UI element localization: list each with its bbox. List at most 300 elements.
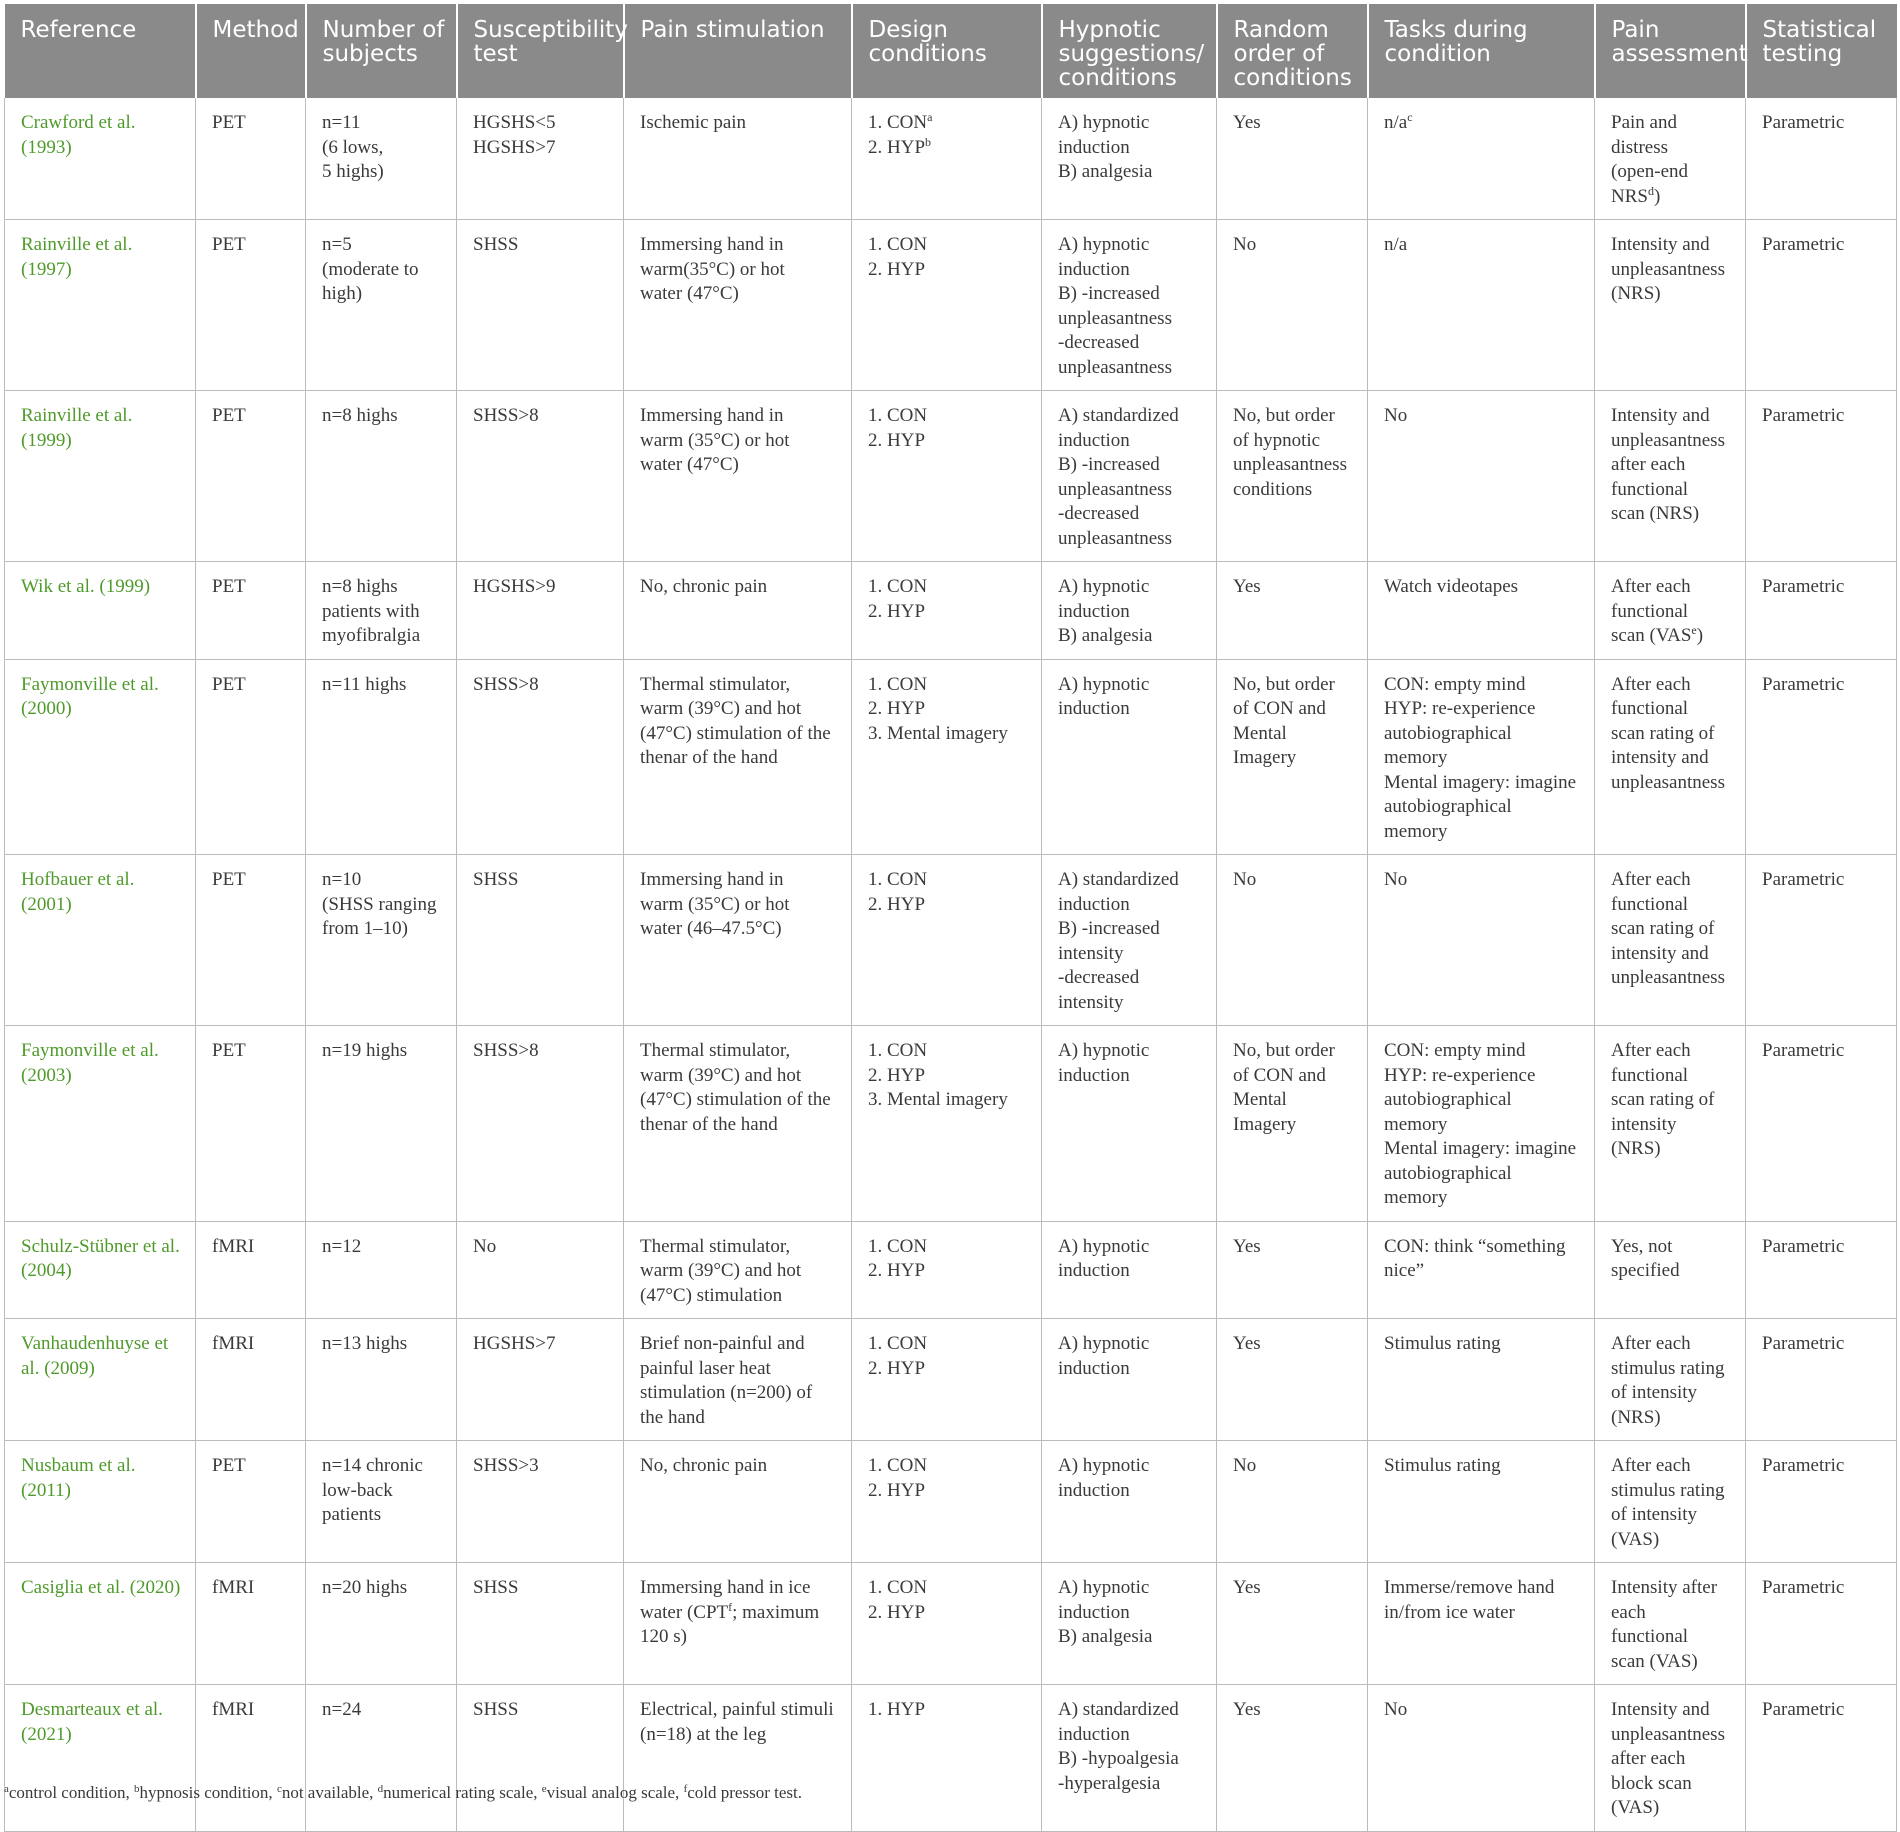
susceptibility-line: HGSHS>9 <box>473 576 556 597</box>
design-line <box>868 429 1033 454</box>
susceptibility-cell <box>457 855 624 1026</box>
assessment-line <box>1611 1039 1737 1064</box>
suggestions-line: induction <box>1058 600 1130 622</box>
footnote-marker: f <box>683 1783 688 1795</box>
header-cell <box>1217 4 1368 98</box>
stimulation-line: Thermal stimulator, <box>640 1235 791 1257</box>
assessment-line-text: intensity <box>1611 1113 1677 1135</box>
tasks-line <box>1384 673 1586 698</box>
statistical-cell <box>1746 391 1897 562</box>
assessment-line <box>1611 746 1737 771</box>
method-cell <box>196 98 306 220</box>
assessment-line-text: intensity and <box>1611 942 1709 964</box>
reference-year-link[interactable]: 1999 <box>105 576 144 597</box>
stimulation-line: (47°C) stimulation of the <box>640 722 831 744</box>
assessment-cell <box>1595 562 1746 660</box>
tasks-line <box>1384 1235 1586 1260</box>
assessment-line <box>1611 1698 1737 1723</box>
tasks-cell <box>1368 1685 1595 1832</box>
susceptibility-line: No <box>473 1235 497 1257</box>
tasks-line <box>1384 1064 1586 1089</box>
header-cell <box>1042 4 1217 98</box>
statistical-cell <box>1746 98 1897 220</box>
design-line <box>868 868 1033 893</box>
subjects-line: from 1–10) <box>322 918 409 939</box>
susceptibility-cell <box>457 220 624 391</box>
assessment-line-text: after each <box>1611 1748 1686 1769</box>
method-value: fMRI <box>212 1235 255 1257</box>
random-order-line: unpleasantness <box>1233 454 1347 475</box>
header-statistical-testing: Statistical testing <box>1762 17 1877 67</box>
reference-author: Faymonville et al. <box>21 1040 159 1061</box>
reference-year-link[interactable]: 2000 <box>27 698 66 719</box>
suggestions-line: B) -increased <box>1058 454 1160 475</box>
method-value: fMRI <box>212 1699 255 1720</box>
design-cell <box>852 98 1042 220</box>
header-design-conditions: Design conditions <box>868 17 987 67</box>
subjects-line: low-back <box>322 1479 393 1501</box>
studies-table <box>4 4 1897 1832</box>
reference-cell: Rainville et al. (1999) <box>5 391 196 562</box>
assessment-cell <box>1595 1563 1746 1685</box>
assessment-line-text: unpleasantness <box>1611 258 1725 280</box>
assessment-line <box>1611 185 1737 210</box>
subjects-line: n=19 highs <box>322 1040 408 1061</box>
stimulation-line: painful laser heat <box>640 1357 771 1379</box>
random-order-line: conditions <box>1233 478 1313 500</box>
subjects-cell <box>306 659 457 855</box>
random-order-line: of hypnotic <box>1233 429 1321 451</box>
assessment-line <box>1611 453 1737 478</box>
assessment-line <box>1611 771 1737 796</box>
stimulation-line: (47°C) stimulation of the <box>640 1089 831 1110</box>
reference-year-link[interactable]: 2003 <box>27 1064 66 1086</box>
stimulation-line: thenar of the hand <box>640 1113 778 1135</box>
assessment-cell <box>1595 1441 1746 1563</box>
header-pain-stimulation: Pain stimulation <box>640 17 825 43</box>
stimulation-cell <box>624 1221 852 1319</box>
stimulation-line: water (47°C) <box>640 454 739 475</box>
suggestions-line: -decreased <box>1058 503 1140 524</box>
assessment-line-text-after: ) <box>1653 185 1661 207</box>
susceptibility-line: SHSS <box>473 1699 519 1720</box>
stimulation-line: No, chronic pain <box>640 1455 768 1476</box>
design-line-text: 2. HYP <box>868 1064 926 1086</box>
design-line-text: 1. CON <box>868 576 928 597</box>
assessment-line-text: unpleasantness <box>1611 429 1725 451</box>
suggestions-line: A) standardized <box>1058 869 1179 890</box>
reference-author: Wik et al. <box>21 576 95 597</box>
susceptibility-cell <box>457 1441 624 1563</box>
tasks-line <box>1384 1332 1586 1357</box>
table-row <box>5 562 1897 660</box>
design-line <box>868 136 1033 161</box>
footnote-text: cold pressor test. <box>687 1783 802 1802</box>
design-line-text: 1. CON <box>868 112 928 133</box>
random-order-line: of CON and <box>1233 698 1326 719</box>
suggestions-line: induction <box>1058 429 1130 451</box>
assessment-line-text: unpleasantness <box>1611 967 1725 988</box>
stimulation-cell <box>624 98 852 220</box>
tasks-cell <box>1368 391 1595 562</box>
assessment-line <box>1611 1235 1737 1260</box>
suggestions-line: A) hypnotic <box>1058 576 1150 597</box>
suggestions-cell <box>1042 855 1217 1026</box>
subjects-cell <box>306 1319 457 1441</box>
assessment-line-text: specified <box>1611 1260 1680 1281</box>
susceptibility-line: SHSS <box>473 869 519 890</box>
reference-cell: Nusbaum et al. (2011) <box>5 1441 196 1563</box>
tasks-line <box>1384 1039 1586 1064</box>
header-reference: Reference <box>20 17 137 43</box>
reference-year-link[interactable]: 2001 <box>27 893 66 915</box>
assessment-line-text: functional <box>1611 1626 1689 1647</box>
design-line-text: 1. CON <box>868 1577 928 1598</box>
subjects-cell <box>306 1026 457 1222</box>
design-line <box>868 233 1033 258</box>
statistical-value: Parametric <box>1762 576 1845 597</box>
footnote-text: numerical rating scale, <box>383 1783 542 1802</box>
tasks-cell <box>1368 220 1595 391</box>
tasks-line-text: memory <box>1384 820 1448 842</box>
assessment-line <box>1611 1747 1737 1772</box>
assessment-line-text: unpleasantness <box>1611 1723 1725 1745</box>
reference-year-link[interactable]: 2009 <box>50 1357 89 1379</box>
suggestions-line: A) hypnotic <box>1058 1040 1150 1061</box>
random-order-cell <box>1217 1221 1368 1319</box>
design-cell <box>852 659 1042 855</box>
suggestions-line: unpleasantness <box>1058 478 1172 500</box>
tasks-line-text: HYP: re-experience <box>1384 1064 1536 1086</box>
suggestions-line: A) hypnotic <box>1058 112 1150 133</box>
tasks-cell <box>1368 1319 1595 1441</box>
method-value: PET <box>212 869 246 890</box>
assessment-cell <box>1595 1685 1746 1832</box>
statistical-value: Parametric <box>1762 1333 1845 1354</box>
random-order-line: Imagery <box>1233 1113 1297 1135</box>
suggestions-cell <box>1042 98 1217 220</box>
tasks-line-text: No <box>1384 869 1408 890</box>
assessment-line <box>1611 673 1737 698</box>
tasks-line <box>1384 1088 1586 1113</box>
reference-year-link[interactable]: 2020 <box>136 1577 175 1598</box>
header-method: Method <box>212 17 299 43</box>
suggestions-line: induction <box>1058 1064 1130 1086</box>
subjects-cell <box>306 562 457 660</box>
stimulation-cell <box>624 220 852 391</box>
tasks-line-text: Stimulus rating <box>1384 1333 1501 1354</box>
suggestions-line: A) standardized <box>1058 405 1179 426</box>
table-row <box>5 1221 1897 1319</box>
design-line-text: 2. HYP <box>868 600 926 622</box>
table-row <box>5 98 1897 220</box>
assessment-line <box>1611 282 1737 307</box>
assessment-cell <box>1595 855 1746 1026</box>
reference-cell: Desmarteaux et al. (2021) <box>5 1685 196 1832</box>
assessment-line-text: scan (VAS <box>1611 625 1692 646</box>
random-order-cell <box>1217 855 1368 1026</box>
design-line-text: 1. HYP <box>868 1699 926 1720</box>
subjects-cell <box>306 1563 457 1685</box>
header-random-order: Random order of conditions <box>1233 17 1352 91</box>
assessment-line-text: after each <box>1611 454 1686 475</box>
design-line <box>868 1357 1033 1382</box>
subjects-line: high) <box>322 283 363 304</box>
assessment-line-text: functional <box>1611 893 1689 915</box>
susceptibility-cell <box>457 1319 624 1441</box>
tasks-line-text: memory <box>1384 1113 1448 1135</box>
header-cell <box>1595 4 1746 98</box>
reference-author: Crawford et al. <box>21 112 136 133</box>
susceptibility-line: SHSS>8 <box>473 1040 539 1061</box>
table-row <box>5 1685 1897 1832</box>
suggestions-line: induction <box>1058 698 1130 719</box>
stimulation-line: warm (39°C) and hot <box>640 1064 802 1086</box>
random-order-line: No <box>1233 1455 1257 1476</box>
tasks-line-text: in/from ice water <box>1384 1601 1515 1623</box>
assessment-line <box>1611 966 1737 991</box>
table-row <box>5 1563 1897 1685</box>
random-order-line: No <box>1233 234 1257 255</box>
subjects-cell <box>306 391 457 562</box>
assessment-cell <box>1595 1319 1746 1441</box>
design-line <box>868 722 1033 747</box>
tasks-line <box>1384 1186 1586 1211</box>
stimulation-cell <box>624 855 852 1026</box>
reference-author: Rainville et al. <box>21 234 133 255</box>
table-header-row <box>5 4 1897 98</box>
reference-year-link[interactable]: 1999 <box>27 429 66 451</box>
stimulation-line: warm(35°C) or hot <box>640 258 785 280</box>
stimulation-line: the hand <box>640 1406 705 1428</box>
assessment-line-text: intensity and <box>1611 747 1709 768</box>
stimulation-cell <box>624 1319 852 1441</box>
suggestions-line: A) hypnotic <box>1058 673 1150 695</box>
stimulation-line-text: Immersing hand in ice <box>640 1577 811 1598</box>
assessment-line <box>1611 1576 1737 1601</box>
assessment-line <box>1611 502 1737 527</box>
footnote-text: control condition, <box>8 1783 135 1802</box>
stimulation-cell <box>624 1441 852 1563</box>
assessment-line-text: Intensity and <box>1611 1699 1710 1720</box>
reference-year-link[interactable]: 1993 <box>27 136 66 158</box>
suggestions-line: induction <box>1058 893 1130 915</box>
footnote-marker: e <box>541 1783 547 1795</box>
suggestions-line: A) hypnotic <box>1058 1333 1150 1354</box>
tasks-line-text: nice” <box>1384 1260 1425 1281</box>
table-row <box>5 220 1897 391</box>
design-line <box>868 1698 1033 1723</box>
susceptibility-cell <box>457 391 624 562</box>
statistical-cell <box>1746 1319 1897 1441</box>
design-line-text: 1. CON <box>868 1040 928 1061</box>
table-row <box>5 659 1897 855</box>
tasks-line <box>1384 1698 1586 1723</box>
assessment-line-text: each <box>1611 1601 1646 1623</box>
method-value: PET <box>212 405 246 426</box>
reference-author: Casiglia et al. <box>21 1577 125 1598</box>
reference-year-link[interactable]: 2021 <box>27 1723 66 1745</box>
design-cell <box>852 562 1042 660</box>
assessment-line-text: of intensity <box>1611 1504 1698 1525</box>
assessment-line-text: (NRS) <box>1611 1406 1661 1428</box>
assessment-line <box>1611 111 1737 136</box>
statistical-value: Parametric <box>1762 1577 1845 1598</box>
assessment-line-text: scan (NRS) <box>1611 503 1700 524</box>
suggestions-line: B) -increased <box>1058 918 1160 939</box>
random-order-line: Yes <box>1233 112 1261 133</box>
random-order-cell <box>1217 1685 1368 1832</box>
header-cell <box>457 4 628 98</box>
tasks-line-text: memory <box>1384 1187 1448 1208</box>
statistical-cell <box>1746 1685 1897 1832</box>
subjects-line: n=11 <box>322 112 361 133</box>
statistical-value: Parametric <box>1762 112 1845 133</box>
random-order-cell <box>1217 391 1368 562</box>
stimulation-line <box>640 1576 843 1601</box>
stimulation-line: water (47°C) <box>640 283 739 304</box>
assessment-line-text: Intensity after <box>1611 1577 1718 1598</box>
stimulation-line: warm (35°C) or hot <box>640 429 790 451</box>
stimulation-line: thenar of the hand <box>640 747 778 768</box>
suggestions-line: intensity <box>1058 942 1124 964</box>
assessment-line-text: distress <box>1611 136 1668 158</box>
assessment-line <box>1611 1381 1737 1406</box>
method-cell <box>196 1685 306 1832</box>
design-line-text: 2. HYP <box>868 1260 926 1281</box>
tasks-line-text: n/a <box>1384 112 1408 133</box>
stimulation-cell <box>624 659 852 855</box>
assessment-line <box>1611 722 1737 747</box>
random-order-line: Yes <box>1233 576 1261 597</box>
random-order-line: Mental <box>1233 1089 1287 1110</box>
design-line <box>868 600 1033 625</box>
design-cell <box>852 1026 1042 1222</box>
design-line-text: 2. HYP <box>868 698 926 719</box>
tasks-line-text: Stimulus rating <box>1384 1455 1501 1476</box>
suggestions-line: B) -increased <box>1058 283 1160 304</box>
subjects-line: myofibralgia <box>322 625 421 646</box>
stimulation-cell <box>624 1685 852 1832</box>
design-line <box>868 1332 1033 1357</box>
method-value: fMRI <box>212 1577 255 1598</box>
susceptibility-cell <box>457 659 624 855</box>
suggestions-line: A) hypnotic <box>1058 1577 1150 1598</box>
tasks-cell <box>1368 1563 1595 1685</box>
random-order-line: Yes <box>1233 1699 1261 1720</box>
design-line-text: 1. CON <box>868 1235 928 1257</box>
assessment-line <box>1611 1113 1737 1138</box>
reference-author: Faymonville et al. <box>21 673 159 695</box>
susceptibility-cell <box>457 1026 624 1222</box>
reference-year-link[interactable]: 2011 <box>27 1479 65 1501</box>
tasks-line-text: autobiographical <box>1384 1162 1512 1184</box>
assessment-line <box>1611 429 1737 454</box>
reference-year-link[interactable]: 1997 <box>27 258 66 280</box>
reference-author: Nusbaum et al. <box>21 1455 136 1476</box>
design-line <box>868 1576 1033 1601</box>
assessment-line <box>1611 1357 1737 1382</box>
tasks-line-text: CON: empty mind <box>1384 673 1526 695</box>
reference-year-link[interactable]: 2004 <box>27 1260 66 1281</box>
tasks-line <box>1384 1137 1586 1162</box>
design-line-text: 1. CON <box>868 869 928 890</box>
random-order-line: Mental <box>1233 722 1287 744</box>
assessment-line <box>1611 1259 1737 1284</box>
stimulation-line: Immersing hand in <box>640 869 784 890</box>
suggestions-line: -decreased <box>1058 967 1140 988</box>
design-line <box>868 575 1033 600</box>
assessment-line-text: stimulus rating <box>1611 1357 1725 1379</box>
tasks-line <box>1384 722 1586 747</box>
assessment-line <box>1611 1772 1737 1797</box>
assessment-line-text: Intensity and <box>1611 405 1710 426</box>
suggestions-line: B) analgesia <box>1058 625 1153 646</box>
reference-cell: Vanhaudenhuyse et al. (2009) <box>5 1319 196 1441</box>
statistical-cell <box>1746 220 1897 391</box>
method-value: PET <box>212 1040 246 1061</box>
tasks-line <box>1384 1162 1586 1187</box>
suggestions-line: unpleasantness <box>1058 356 1172 378</box>
design-line <box>868 1064 1033 1089</box>
method-value: PET <box>212 576 246 597</box>
design-cell <box>852 1563 1042 1685</box>
assessment-line-text: functional <box>1611 478 1689 500</box>
assessment-line <box>1611 1796 1737 1821</box>
reference-author: Vanhaudenhuyse et al. <box>21 1333 169 1379</box>
tasks-cell <box>1368 659 1595 855</box>
tasks-line <box>1384 1259 1586 1284</box>
method-value: PET <box>212 673 246 695</box>
stimulation-line: water (46–47.5°C) <box>640 918 782 939</box>
tasks-cell <box>1368 1441 1595 1563</box>
header-cell <box>1368 4 1595 98</box>
assessment-line-text: scan rating of <box>1611 722 1715 744</box>
design-line-text: 2. HYP <box>868 893 926 915</box>
stimulation-line-text-after: ; maximum <box>732 1601 820 1623</box>
stimulation-line: Immersing hand in <box>640 405 784 426</box>
reference-cell: Rainville et al. (1997) <box>5 220 196 391</box>
random-order-line: of CON and <box>1233 1064 1326 1086</box>
header-susceptibility-test: Susceptibility test <box>473 17 628 67</box>
footnote-marker: b <box>925 134 932 149</box>
assessment-line-text: (VAS) <box>1611 1797 1660 1818</box>
suggestions-cell <box>1042 1563 1217 1685</box>
design-line <box>868 258 1033 283</box>
subjects-line: (moderate to <box>322 258 419 280</box>
suggestions-line: A) hypnotic <box>1058 234 1150 255</box>
design-cell <box>852 1441 1042 1563</box>
assessment-line <box>1611 917 1737 942</box>
header-pain-assessment: Pain assessment <box>1611 17 1748 67</box>
footnote-marker: d <box>377 1783 384 1795</box>
statistical-cell <box>1746 1441 1897 1563</box>
table-row <box>5 1319 1897 1441</box>
method-cell <box>196 855 306 1026</box>
subjects-line: (SHSS ranging <box>322 893 437 915</box>
design-line <box>868 893 1033 918</box>
header-tasks-during-condition: Tasks during condition <box>1384 17 1528 67</box>
assessment-cell <box>1595 391 1746 562</box>
susceptibility-cell <box>457 1563 624 1685</box>
assessment-cell <box>1595 1221 1746 1319</box>
assessment-line-text: After each <box>1611 1040 1691 1061</box>
stimulation-line: warm (35°C) or hot <box>640 893 790 915</box>
random-order-line: No, but order <box>1233 673 1335 695</box>
method-value: PET <box>212 234 246 255</box>
assessment-line-text: (NRS) <box>1611 1138 1661 1159</box>
method-cell <box>196 391 306 562</box>
